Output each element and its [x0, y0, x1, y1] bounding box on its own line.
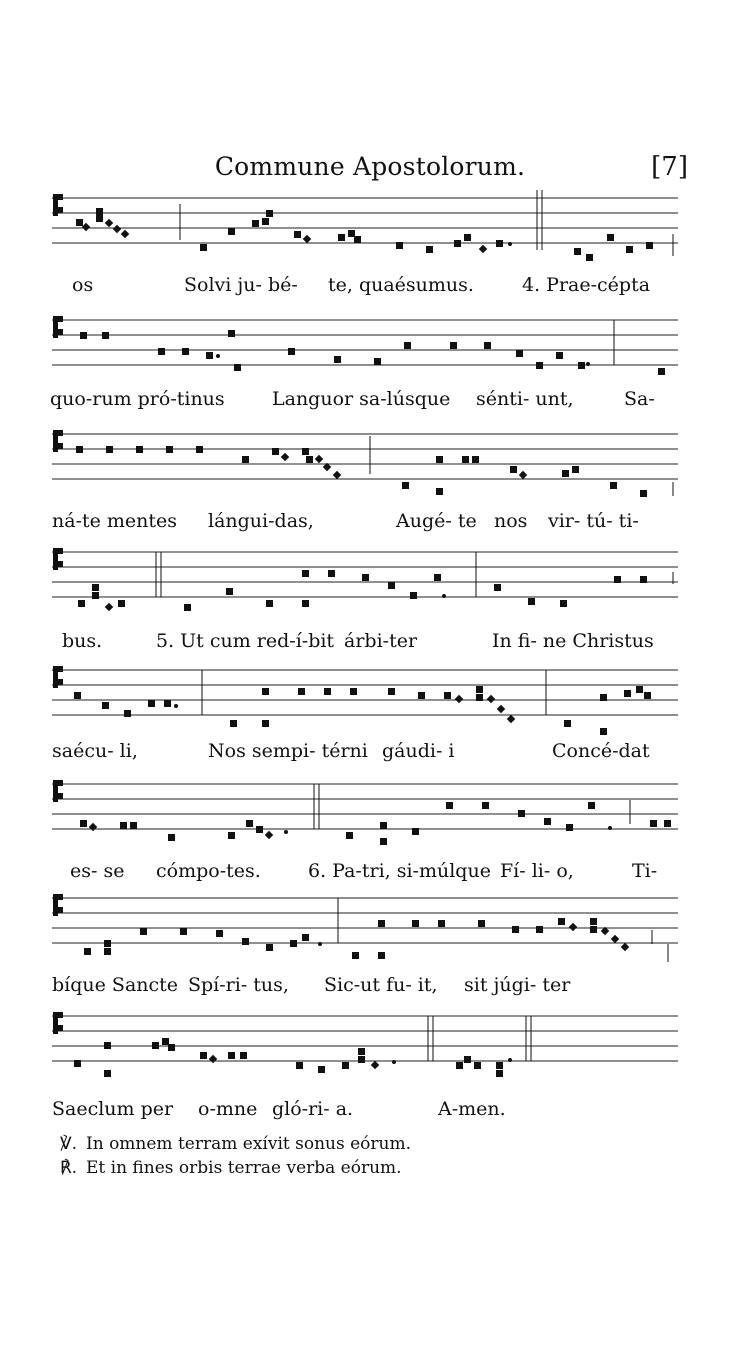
lyric-syllable: o-mne [198, 1098, 258, 1120]
lyric-syllable: nos [494, 510, 528, 532]
do-clef-icon [53, 194, 63, 216]
lyric-syllable: Sic-ut fu- it, [324, 974, 438, 996]
staff [52, 544, 678, 624]
lyric-syllable: Sa- [624, 388, 655, 410]
lyric-syllable: Augé- te [396, 510, 477, 532]
lyric-syllable: lángui-das, [208, 510, 314, 532]
lyric-syllable: Saeclum per [52, 1098, 174, 1120]
lyric-syllable: In fi- ne Christus [492, 630, 654, 652]
do-clef-icon [53, 430, 63, 452]
do-clef-icon [53, 548, 63, 570]
response-line [60, 1158, 402, 1178]
lyric-syllable: te, quaésumus. [328, 274, 474, 296]
lyric-syllable: 4. Prae-cépta [522, 274, 651, 296]
lyric-syllable: Fí- li- o, [500, 860, 574, 882]
do-clef-icon [53, 1012, 63, 1034]
staff [52, 190, 678, 270]
versicle-text: In omnem terram exívit sonus eórum. [86, 1134, 412, 1154]
lyric-syllable: gló-ri- a. [272, 1098, 354, 1120]
do-clef-icon [53, 894, 63, 916]
staff [52, 426, 678, 506]
neumes [84, 898, 668, 962]
staff [52, 312, 678, 392]
lyric-syllable: Spí-ri- tus, [188, 974, 289, 996]
lyric-syllable: 6. Pa-tri, si-múlque [308, 860, 491, 882]
page-number: [7] [651, 152, 688, 182]
lyric-syllable: saécu- li, [52, 740, 138, 762]
staff [52, 890, 678, 970]
neumes [76, 436, 673, 497]
lyric-syllable: es- se [70, 860, 125, 882]
lyric-syllable: Concé-dat [552, 740, 650, 762]
lyric-syllable: gáudi- i [382, 740, 455, 762]
versicle-line [60, 1134, 411, 1154]
staff [52, 1008, 678, 1088]
lyric-syllable: quo-rum pró-tinus [50, 388, 225, 410]
neumes [76, 190, 673, 261]
do-clef-icon [53, 316, 63, 338]
do-clef-icon [53, 780, 63, 802]
lyric-syllable: árbi-ter [344, 630, 418, 652]
lyric-syllable: Ti- [632, 860, 658, 882]
lyric-syllable: A-men. [438, 1098, 506, 1120]
response-text: Et in fines orbis terrae verba eórum. [86, 1158, 402, 1178]
neumes [80, 320, 665, 375]
lyric-syllable: os [72, 274, 94, 296]
lyric-syllable: Solvi ju- bé- [184, 274, 298, 296]
lyric-syllable: bus. [62, 630, 103, 652]
do-clef-icon [53, 666, 63, 688]
lyric-syllable: sénti- unt, [476, 388, 574, 410]
lyric-syllable: ná-te mentes [52, 510, 178, 532]
page-title: Commune Apostolorum. [214, 152, 526, 181]
lyric-syllable: Nos sempi- térni [208, 740, 368, 762]
lyric-syllable: sit júgi- ter [464, 974, 571, 996]
staff [52, 776, 678, 856]
lyric-syllable: cómpo-tes. [156, 860, 261, 882]
staff [52, 662, 678, 742]
versicle-symbol: ℣. [60, 1134, 78, 1154]
neumes [74, 670, 651, 735]
lyric-syllable: 5. Ut cum red-í-bit [156, 630, 335, 652]
lyric-syllable: Languor sa-lúsque [272, 388, 451, 410]
lyric-syllable: bíque Sancte [52, 974, 179, 996]
response-symbol: ℟. [60, 1158, 78, 1178]
lyric-syllable: vir- tú- ti- [548, 510, 639, 532]
